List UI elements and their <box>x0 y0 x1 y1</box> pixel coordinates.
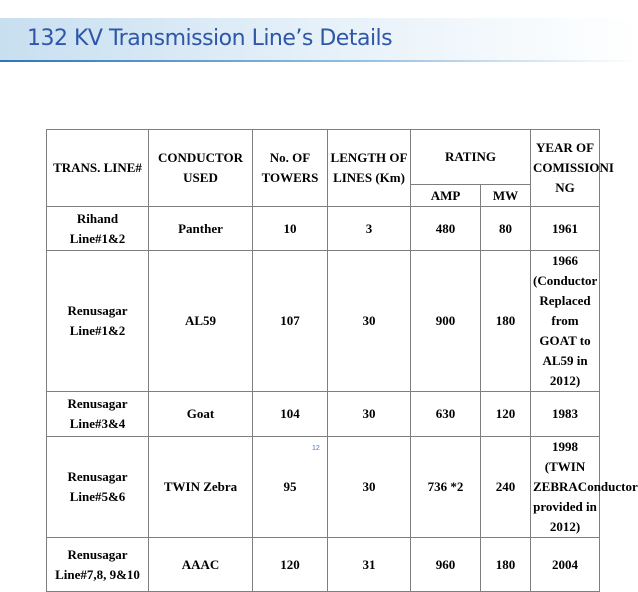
cell-towers: 107 <box>253 251 328 392</box>
cell-length: 3 <box>328 207 411 251</box>
cell-year <box>531 392 600 437</box>
header-row <box>47 130 600 185</box>
cell-towers: 120 <box>253 538 328 592</box>
header-trans-line: TRANS. LINE# <box>47 130 149 207</box>
cell-year <box>531 251 600 392</box>
header-mw: MW <box>481 185 531 207</box>
year-note-detail: ZEBRAConductor provided in 2012) <box>533 479 638 534</box>
title-underline <box>0 60 638 62</box>
cell-trans-line <box>47 437 149 538</box>
line-number: Line#5&6 <box>69 489 126 504</box>
header-amp: AMP <box>411 185 481 207</box>
cell-conductor: Panther <box>149 207 253 251</box>
line-number: Line#1&2 <box>69 323 126 338</box>
line-name: Renusagar <box>67 303 128 318</box>
cell-conductor: Goat <box>149 392 253 437</box>
cell-towers: 10 <box>253 207 328 251</box>
cell-mw: 120 <box>481 392 531 437</box>
header-length: LENGTH OF LINES (Km) <box>328 130 411 207</box>
cell-towers: 104 <box>253 392 328 437</box>
cell-trans-line <box>47 207 149 251</box>
year-value: 1998 <box>552 439 579 454</box>
slide-title: 132 KV Transmission Line’s Details <box>27 26 393 51</box>
cell-mw: 240 <box>481 437 531 538</box>
cell-mw: 180 <box>481 251 531 392</box>
cell-amp: 630 <box>411 392 481 437</box>
line-name: Renusagar <box>67 546 128 562</box>
line-name: Renusagar <box>67 396 128 411</box>
cell-amp: 960 <box>411 538 481 592</box>
line-number: Line#1&2 <box>69 230 126 246</box>
cell-length: 30 <box>328 251 411 392</box>
cell-year <box>531 437 638 538</box>
line-name: Rihand <box>76 210 119 226</box>
year-note: (TWIN <box>544 459 586 474</box>
cell-conductor: TWIN Zebra <box>149 437 253 538</box>
cell-conductor: AL59 <box>149 251 253 392</box>
cell-amp: 900 <box>411 251 481 392</box>
transmission-line-table <box>46 129 638 592</box>
table-row <box>47 207 600 251</box>
table-row <box>47 392 600 437</box>
cell-year <box>531 538 600 592</box>
title-bar <box>0 18 638 62</box>
page-number: 12 <box>312 445 320 452</box>
line-name: Renusagar <box>67 469 128 484</box>
cell-length: 31 <box>328 538 411 592</box>
table-row <box>47 538 600 592</box>
cell-mw: 180 <box>481 538 531 592</box>
cell-trans-line <box>47 251 149 392</box>
cell-length: 30 <box>328 437 411 538</box>
cell-conductor: AAAC <box>149 538 253 592</box>
cell-length: 30 <box>328 392 411 437</box>
year-value: 1983 <box>552 406 579 421</box>
year-note: (Conductor <box>533 273 598 288</box>
header-conductor: CONDUCTOR USED <box>149 130 253 207</box>
year-value: 1966 <box>552 253 579 268</box>
header-rating: RATING <box>411 130 531 185</box>
line-number: Line#3&4 <box>69 416 126 431</box>
year-value: 2004 <box>552 556 579 572</box>
cell-trans-line <box>47 538 149 592</box>
header-year: YEAR OF COMISSIONI NG <box>531 130 600 207</box>
table-row <box>47 437 600 538</box>
header-towers: No. OF TOWERS <box>253 130 328 207</box>
cell-towers: 95 <box>253 437 328 538</box>
cell-mw: 80 <box>481 207 531 251</box>
year-note-detail: Replaced from GOAT to AL59 in 2012) <box>539 293 591 388</box>
cell-amp: 736 *2 <box>411 437 481 538</box>
year-value: 1961 <box>552 220 579 236</box>
cell-trans-line <box>47 392 149 437</box>
table-row <box>47 251 600 392</box>
cell-year <box>531 207 600 251</box>
line-number: Line#7,8, 9&10 <box>55 566 140 582</box>
cell-amp: 480 <box>411 207 481 251</box>
